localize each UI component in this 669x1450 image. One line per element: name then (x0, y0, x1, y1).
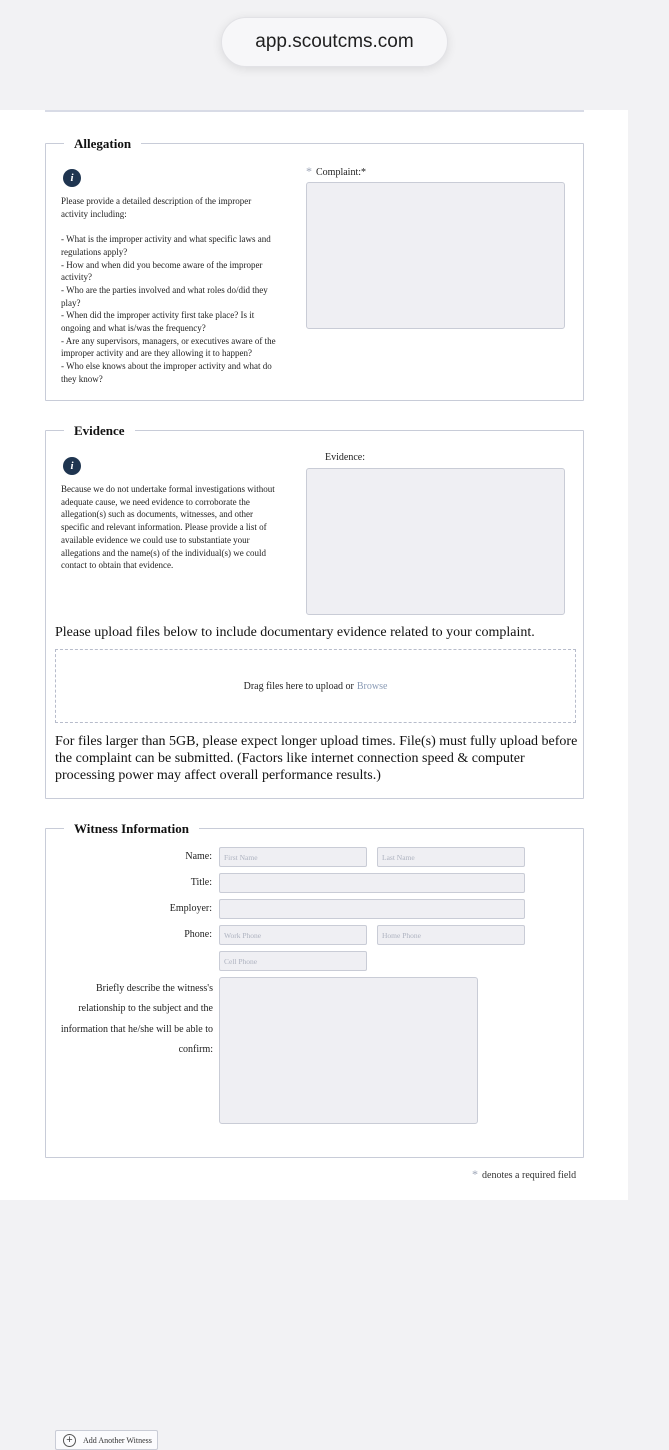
relationship-textarea[interactable] (219, 977, 478, 1124)
allegation-section (45, 136, 584, 401)
add-witness-label: Add Another Witness (83, 1435, 152, 1445)
form-page (0, 110, 628, 1446)
allegation-legend: Allegation (64, 135, 141, 153)
browse-link[interactable]: Browse (356, 680, 388, 692)
cell-phone-input[interactable]: Cell Phone (219, 951, 367, 971)
title-label: Title: (190, 877, 212, 888)
add-another-witness-button[interactable] (55, 1430, 158, 1450)
phone-label: Phone: (184, 929, 212, 940)
name-label: Name: (185, 851, 212, 862)
address-bar[interactable] (221, 17, 448, 67)
upload-instruction: Please upload files below to include documentary evidence related to your complaint. (55, 625, 535, 640)
required-field-note: * denotes a required field (472, 1167, 577, 1181)
evidence-legend: Evidence (64, 422, 135, 440)
employer-label: Employer: (169, 903, 212, 914)
required-star: * (306, 164, 312, 178)
relationship-label: Briefly describe the witness's relationship to the subject and the information that he/she will be able to confirm: (60, 983, 213, 1055)
evidence-textarea[interactable] (306, 468, 565, 615)
file-dropzone[interactable] (55, 649, 576, 723)
employer-input[interactable] (219, 899, 525, 919)
url-text: app.scoutcms.com (255, 31, 414, 52)
work-phone-input[interactable]: Work Phone (219, 925, 367, 945)
evidence-help-text: Because we do not undertake formal investigations without adequate cause, we need evidence to corroborate the allegation(s) such as documents, witnesses, and other specific and relevant information. Please provide a list of available evidence we could use to substantiate your allegations and the name(s) of the individual(s) we could contact to obtain that evidence. (61, 484, 275, 571)
home-phone-input[interactable]: Home Phone (377, 925, 525, 945)
title-input[interactable] (219, 873, 525, 893)
last-name-input[interactable]: Last Name (377, 847, 525, 867)
allegation-help-text: Please provide a detailed description of the improper activity including: - What is the improper activity and what specific laws and regulations apply? - How and when did you become aware of the improper activity? - Who are the parties involved and what roles do/did they play? - When did the improper activity first take place? Is it ongoing and what is/was the frequency? - Are any supervisors, managers, or executives aware of the improper activity and are they allowing it to happen? - Who else knows about the improper activity and what do they know? (61, 196, 276, 384)
plus-circle-icon: + (63, 1434, 76, 1447)
first-name-input[interactable]: First Name (219, 847, 367, 867)
dropzone-text: Drag files here to upload or (243, 680, 354, 692)
complaint-label: * Complaint:* (306, 164, 366, 178)
required-star: * (472, 1167, 478, 1181)
evidence-section (45, 423, 584, 799)
info-icon: i (63, 457, 81, 475)
large-file-notice: For files larger than 5GB, please expect longer upload times. File(s) must fully upload before the complaint can be submitted. (Factors like internet connection speed & computer processing power may affect overall performance results.) (55, 734, 578, 783)
witness-legend: Witness Information (64, 820, 199, 838)
top-divider (45, 110, 584, 112)
evidence-label: Evidence: (325, 452, 365, 463)
info-icon: i (63, 169, 81, 187)
complaint-textarea[interactable] (306, 182, 565, 329)
